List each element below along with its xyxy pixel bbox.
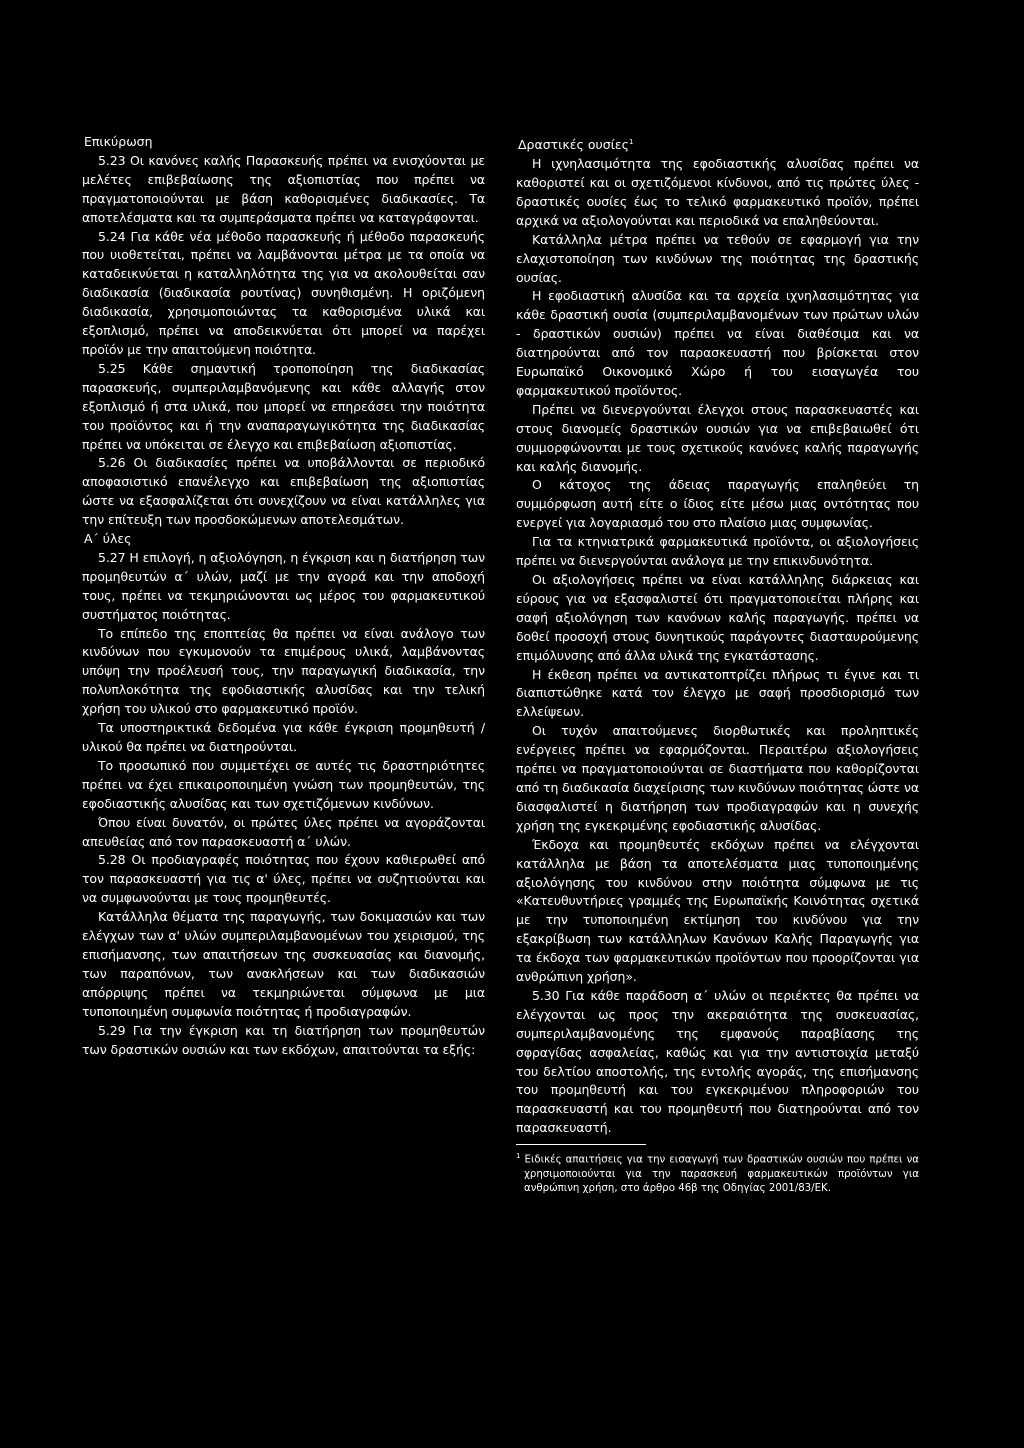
- paragraph-5-28: 5.28 Οι προδιαγραφές ποιότητας που έχουν καθιερωθεί από τον παρασκευαστή για τις α' ύλες, πρέπει να συζητιούνται και να συμφωνούνται με τους προμηθευτές.: [82, 852, 485, 906]
- paragraph-5-26: 5.26 Οι διαδικασίες πρέπει να υποβάλλονται σε περιοδικό αποφασιστικό επανέλεγχο και επιβεβαίωση της αξιοπιστίας ώστε να εξασφαλίζεται ότι συνεχίζουν να είναι κατάλληλες για την επίτευξη των προσδοκώμενων αποτελεσμάτων.: [82, 455, 485, 528]
- footnote: [516, 1144, 919, 1195]
- paragraph-ekthesi: Η έκθεση πρέπει να αντικατοπτρίζει πλήρως τι έγινε και τι διαπιστώθηκε κατά τον έλεγχο με σαφή προσδιορισμό των ελλείψεων.: [516, 666, 919, 720]
- section-heading-a-yles: Α΄ ύλες: [84, 531, 132, 547]
- section-heading-drastikes-ousies: [516, 133, 919, 155]
- footnote-text: [516, 1149, 919, 1195]
- paragraph-katallila-metra: Κατάλληλα μέτρα πρέπει να τεθούν σε εφαρμογή για την ελαχιστοποίηση των κινδύνων της ποιότητας της δραστικής ουσίας.: [516, 231, 919, 285]
- paragraph-katallila-themata: Κατάλληλα θέματα της παραγωγής, των δοκιμασιών και των ελέγχων των α' υλών συμπεριλαμβανομένων του χειρισμού, της επισήμανσης, των απαιτήσεων της συσκευασίας και διανομής, των παραπόνων, των ανακλήσεων και των διαδικασιών απόρριψης πρέπει να τεκμηριώνεται σύμφωνα με μια τυποποιημένη συμφωνία ποιότητας ή προδιαγραφών.: [82, 909, 485, 1019]
- paragraph-diorthotikes-energeies: Οι τυχόν απαιτούμενες διορθωτικές και προληπτικές ενέργειες πρέπει να εφαρμόζονται. Περαιτέρω αξιολογήσεις πρέπει να πραγματοποιούνται σε διαστήματα που καθορίζονται από τη διαδικασία διαχείρισης των κινδύνων ποιότητας ώστε να διασφαλιστεί η διατήρηση των προδιαγραφών και η συνεχής χρήση της εγκεκριμένης εφοδιαστικής αλυσίδας.: [516, 723, 919, 833]
- footnote-reference-mark[interactable]: 1: [628, 138, 634, 146]
- footnote-number: 1: [516, 1152, 521, 1161]
- paragraph-elegchoi: Πρέπει να διενεργούνται έλεγχοι στους παρασκευαστές και στους διανομείς δραστικών ουσιών για να επιβεβαιωθεί ότι συμμορφώνονται με τους σχετικούς κανόνες καλής παραγωγής και καλής διανομής.: [516, 401, 919, 474]
- heading-text: Δραστικές ουσίες: [518, 137, 629, 153]
- section-heading-epikyrosi: Επικύρωση: [84, 134, 153, 149]
- paragraph-5-23: 5.23 Οι κανόνες καλής Παρασκευής πρέπει να ενισχύονται με μελέτες επιβεβαίωσης της αξιοπιστίας που πρέπει να πραγματοποιούνται με βάση καθορισμένες διαδικασίες. Τα αποτελέσματα και τα συμπεράσματα πρέπει να καταγράφονται.: [82, 152, 485, 225]
- paragraph-axiologiseis: Οι αξιολογήσεις πρέπει να είναι κατάλληλης διάρκειας και εύρους για να εξασφαλιστεί ότι πραγματοποιείται πλήρης και σαφή αξιολόγηση των κανόνων καλής παραγωγής. πρέπει να δοθεί προσοχή στους δυνητικούς παράγοντες διασταυρούμενης επιμόλυνσης από άλλα υλικά της εγκατάστασης.: [516, 572, 919, 663]
- paragraph-5-30: 5.30 Για κάθε παράδοση α΄ υλών οι περιέκτες θα πρέπει να ελέγχονται ως προς την ακεραιότητα της συσκευασίας, συμπεριλαμβανομένης της εμφανούς παραβίασης της σφραγίδας ασφαλείας, καθώς και για την αντιστοιχία μεταξύ του δελτίου αποστολής, της εντολής αγοράς, της επισήμανσης του προμηθευτή και του εγκεκριμένου πληροφοριών του παρασκευαστή και του προμηθευτή που διατηρούνται από τον παρασκευαστή.: [516, 987, 919, 1136]
- paragraph-ktiniatrika: Για τα κτηνιατρικά φαρμακευτικά προϊόντα, οι αξιολογήσεις πρέπει να διενεργούνται ανάλογα με την επικινδυνότητα.: [516, 534, 919, 569]
- left-column: [82, 133, 485, 1059]
- paragraph-katochos-adeias: Ο κάτοχος της άδειας παραγωγής επαληθεύει τη συμμόρφωση αυτή είτε ο ίδιος είτε μέσω μιας οντότητας που ενεργεί για λογαριασμό του στο πλαίσιο μιας συμφωνίας.: [516, 477, 919, 531]
- paragraph-ekdocha: Έκδοχα και προμηθευτές εκδόχων πρέπει να ελέγχονται κατάλληλα με βάση τα αποτελέσματα μιας τυποποιημένης αξιολόγησης του κινδύνου στην ποιότητα σύμφωνα με τις «Κατευθυντήριες γραμμές της Ευρωπαϊκής Κοινότητας σχετικά με την τυποποιημένη εκτίμηση του κινδύνου για την εξακρίβωση των κατάλληλων Κανόνων Καλής Παραγωγής για τα έκδοχα των φαρμακευτικών προϊόντων που προορίζονται για ανθρώπινη χρήση».: [516, 836, 919, 985]
- paragraph-5-25: 5.25 Κάθε σημαντική τροποποίηση της διαδικασίας παρασκευής, συμπεριλαμβανόμενης και κάθε αλλαγής στον εξοπλισμό ή στα υλικά, που μπορεί να επηρεάσει την ποιότητα του προϊόντος και ή την αναπαραγωγικότητα της διαδικασίας πρέπει να υπόκειται σε έλεγχο και επιβεβαίωση αξιοπιστίας.: [82, 360, 485, 452]
- paragraph-5-27: 5.27 Η επιλογή, η αξιολόγηση, η έγκριση και η διατήρηση των προμηθευτών α΄ υλών, μαζί με την αγορά και την αποδοχή τους, πρέπει να τεκμηριώνονται ως μέρος του φαρμακευτικού συστήματος ποιότητας.: [82, 549, 485, 622]
- paragraph-prosopiko: Το προσωπικό που συμμετέχει σε αυτές τις δραστηριότητες πρέπει να έχει επικαιροποιημένη γνώση των προμηθευτών, της εφοδιαστικής αλυσίδας και των σχετιζόμενων κινδύνων.: [82, 757, 485, 811]
- paragraph-5-24: 5.24 Για κάθε νέα μέθοδο παρασκευής ή μέθοδο παρασκευής που υιοθετείται, πρέπει να λαμβάνονται μέτρα με τα οποία να καταδεικνύεται η καταλληλότητα της για να ακολουθείται σαν διαδικασία (διαδικασία ρουτίνας) συνηθισμένη. Η οριζόμενη διαδικασία, χρησιμοποιώντας τα καθορισμένα υλικά και εξοπλισμό, πρέπει να αποδεικνύεται ότι μπορεί να παρέχει προϊόν με την απαιτούμενη ποιότητα.: [82, 228, 485, 357]
- paragraph-5-29: 5.29 Για την έγκριση και τη διατήρηση των προμηθευτών των δραστικών ουσιών και των εκδόχων, απαιτούνται τα εξής:: [82, 1022, 485, 1057]
- footnote-divider: [516, 1144, 646, 1145]
- right-column: [516, 133, 919, 1196]
- paragraph-efodiastiki-alysida: Η εφοδιαστική αλυσίδα και τα αρχεία ιχνηλασιμότητας για κάθε δραστική ουσία (συμπεριλαμβανομένων των πρώτων υλών - δραστικών ουσιών) πρέπει να είναι διαθέσιμα και να διατηρούνται από τον παρασκευαστή που βρίσκεται στον Ευρωπαϊκό Οικονομικό Χώρο ή του εισαγωγέα του φαρμακευτικού προϊόντος.: [516, 288, 919, 398]
- paragraph-ichnilasimotita: Η ιχνηλασιμότητα της εφοδιαστικής αλυσίδας πρέπει να καθοριστεί και οι σχετιζόμενοι κίνδυνοι, από τις πρώτες ύλες - δραστικές ουσίες έως το τελικό φαρμακευτικό προϊόν, πρέπει αρχικά να αξιολογούνται και περιοδικά να επαληθεύονται.: [516, 156, 919, 228]
- paragraph-ypostiriktika-dedomena: Τα υποστηρικτικά δεδομένα για κάθε έγκριση προμηθευτή / υλικού θα πρέπει να διατηρούνται.: [82, 720, 485, 754]
- footnote-body: Ειδικές απαιτήσεις για την εισαγωγή των δραστικών ουσιών που πρέπει να χρησιμοποιούνται για την παρασκευή φαρμακευτικών προϊόντων για ανθρώπινη χρήση, στο άρθρο 46β της Οδηγίας 2001/83/ΕΚ.: [524, 1154, 919, 1194]
- paragraph-epipedo-epopteias: Το επίπεδο της εποπτείας θα πρέπει να είναι ανάλογο των κινδύνων που εγκυμονούν τα επιμέρους υλικά, λαμβάνοντας υπόψη την προέλευσή τους, την παραγωγική διαδικασία, την πολυπλοκότητα της εφοδιαστικής αλυσίδας και την τελική χρήση του υλικού στο φαρμακευτικό προϊόν.: [82, 625, 485, 717]
- paragraph-opou-einai-dynaton: Όπου είναι δυνατόν, οι πρώτες ύλες πρέπει να αγοράζονται απευθείας από τον παρασκευαστή α΄ υλών.: [82, 814, 485, 849]
